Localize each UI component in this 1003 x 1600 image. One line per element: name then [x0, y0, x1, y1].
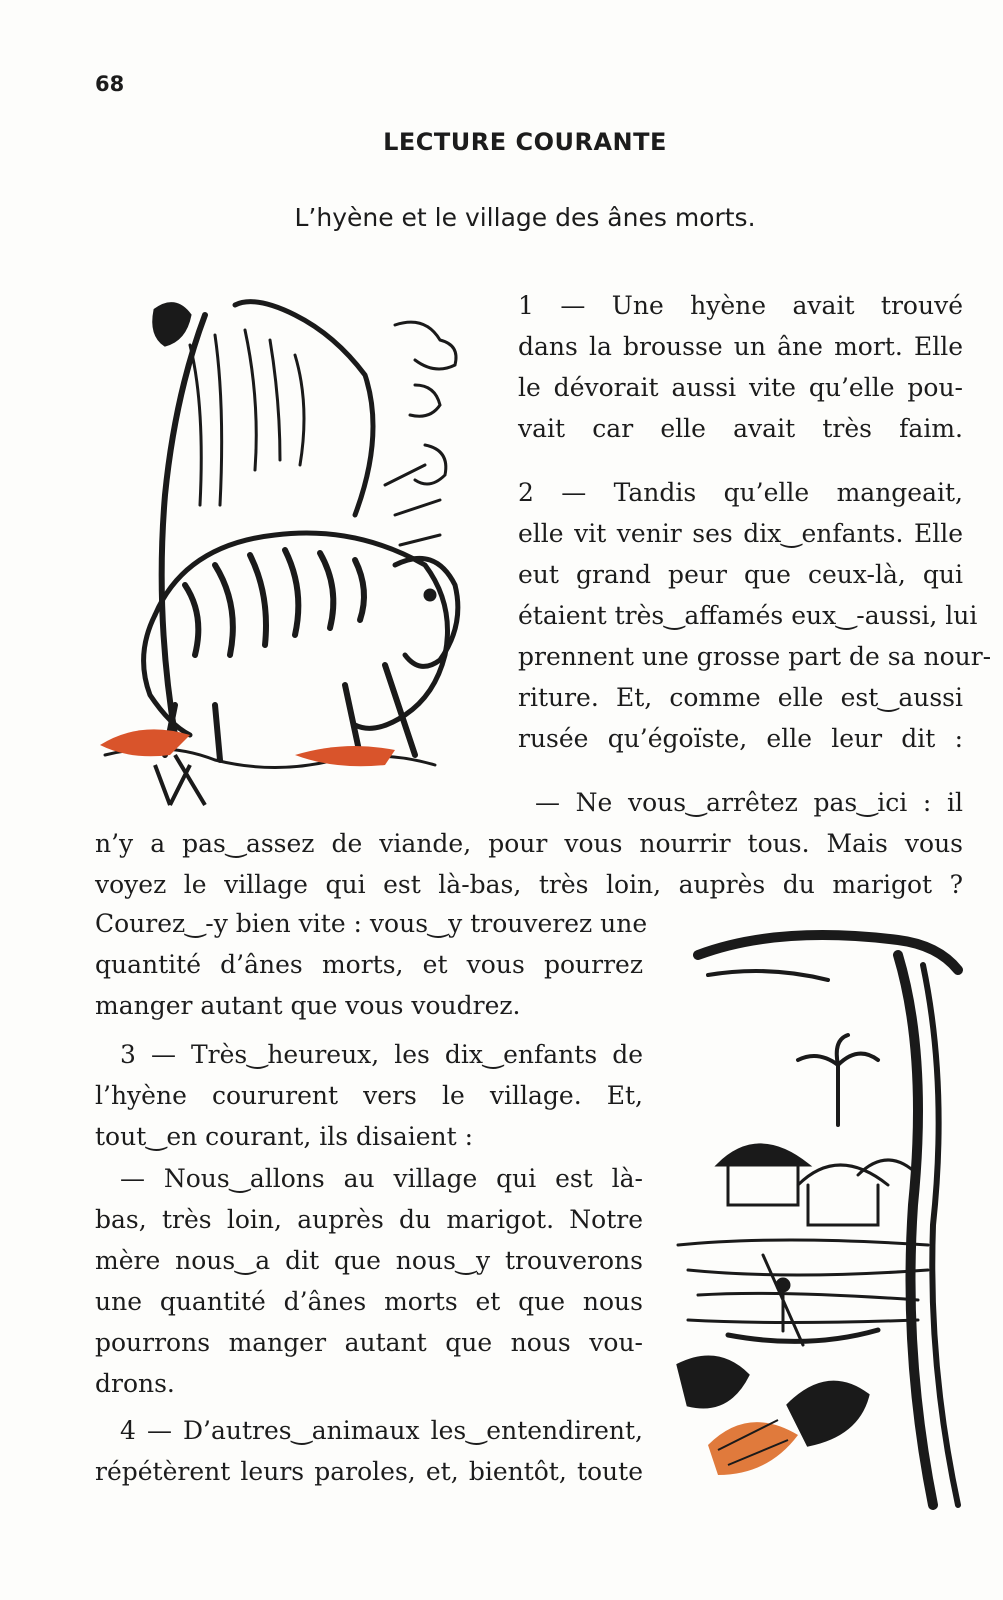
text-line: prennent une grosse part de sa nour-	[518, 642, 992, 671]
text-line: eut grand peur que ceux-là, qui	[518, 560, 963, 589]
hyena-eating-illustration	[95, 285, 475, 810]
text-line: — Nous‿allons au village qui est là-	[120, 1164, 643, 1193]
text-line: tout‿en courant, ils disaient :	[95, 1122, 474, 1151]
village-river-illustration	[668, 925, 968, 1525]
text-line: dans la brousse un âne mort. Elle	[518, 332, 963, 361]
paragraph-5	[95, 1034, 643, 1157]
page-number: 68	[95, 72, 125, 96]
text-line: étaient très‿affamés eux‿-aussi, lui	[518, 601, 978, 630]
text-line: pourrons manger autant que nous vou-	[95, 1328, 643, 1357]
text-line: 1 — Une hyène avait trouvé	[518, 291, 963, 320]
text-line: 3 — Très‿heureux, les dix‿enfants de	[120, 1040, 643, 1069]
paragraph-1	[518, 285, 963, 449]
paragraph-7	[95, 1410, 643, 1492]
text-line: quantité d’ânes morts, et vous pourrez	[95, 950, 643, 979]
text-line: n’y a pas‿assez de viande, pour vous nourrir tous. Mais vous	[95, 829, 963, 858]
text-line: riture. Et, comme elle est‿aussi	[518, 683, 963, 712]
text-line: rusée qu’égoïste, elle leur dit :	[518, 724, 963, 753]
text-line: répétèrent leurs paroles, et, bientôt, toute	[95, 1457, 643, 1486]
section-title: LECTURE COURANTE	[383, 128, 667, 156]
paragraph-6	[95, 1158, 643, 1404]
text-line: drons.	[95, 1369, 175, 1398]
paragraph-2	[518, 472, 992, 759]
text-line: — Ne vous‿arrêtez pas‿ici : il	[535, 788, 963, 817]
text-line: manger autant que vous voudrez.	[95, 991, 521, 1020]
paragraph-3	[95, 782, 963, 905]
text-line: 4 — D’autres‿animaux les‿entendirent,	[120, 1416, 643, 1445]
text-line: bas, très loin, auprès du marigot. Notre	[95, 1205, 643, 1234]
text-line: 2 — Tandis qu’elle mangeait,	[518, 478, 963, 507]
text-line: mère nous‿a dit que nous‿y trouverons	[95, 1246, 643, 1275]
text-line: une quantité d’ânes morts et que nous	[95, 1287, 643, 1316]
text-line: le dévorait aussi vite qu’elle pou-	[518, 373, 963, 402]
text-line: voyez le village qui est là-bas, très loin, auprès du marigot ?	[95, 870, 963, 899]
text-line: Courez‿-y bien vite : vous‿y trouverez une	[95, 909, 648, 938]
paragraph-4	[95, 903, 648, 1026]
text-line: l’hyène coururent vers le village. Et,	[95, 1081, 643, 1110]
text-line: vait car elle avait très faim.	[518, 414, 963, 443]
text-line: elle vit venir ses dix‿enfants. Elle	[518, 519, 963, 548]
story-title: L’hyène et le village des ânes morts.	[294, 203, 756, 232]
